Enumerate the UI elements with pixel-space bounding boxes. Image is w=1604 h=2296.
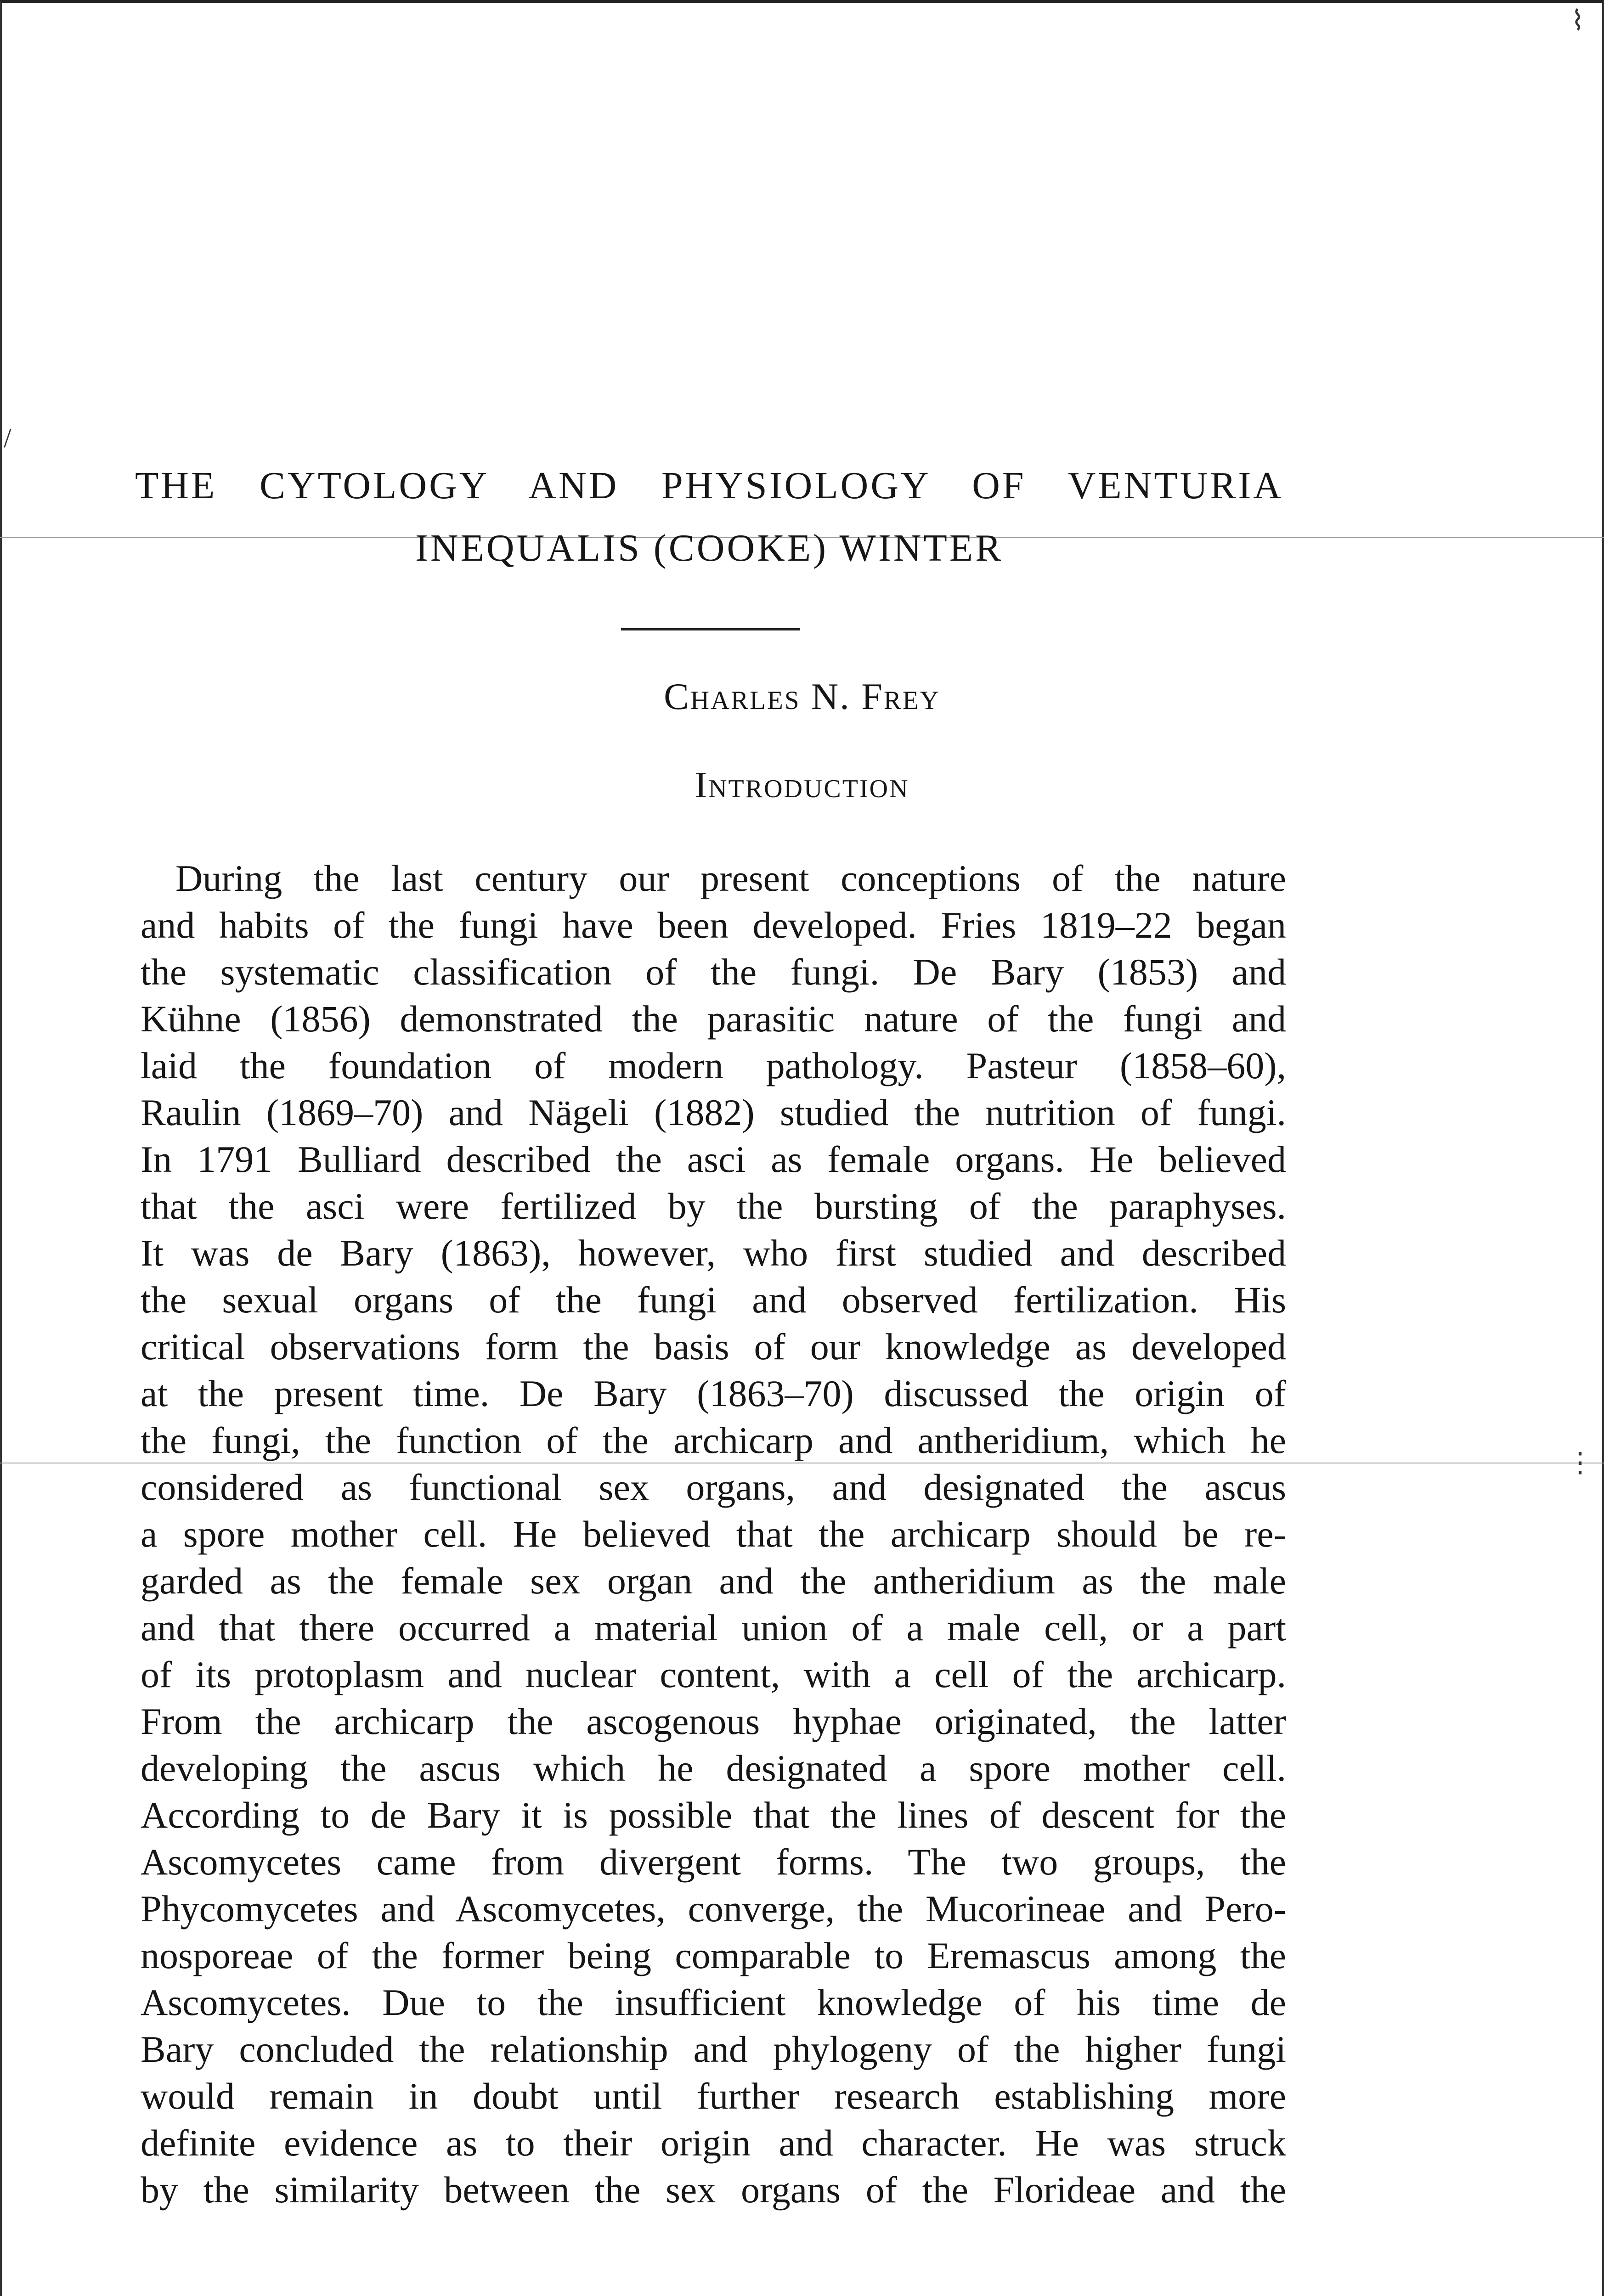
body-line: According to de Bary it is possible that the lines of descent for the xyxy=(141,1794,1286,1836)
body-line: Raulin (1869–70) and Nägeli (1882) studied the nutrition of fungi. xyxy=(141,1092,1286,1133)
body-line: would remain in doubt until further research establishing more xyxy=(141,2075,1286,2117)
body-line: From the archicarp the ascogenous hyphae originated, the latter xyxy=(141,1700,1286,1742)
scan-mark: / xyxy=(4,423,11,453)
body-line: definite evidence as to their origin and character. He was struck xyxy=(141,2122,1286,2164)
author-name: Charles N. Frey xyxy=(664,675,940,717)
body-line: During the last century our present conceptions of the nature xyxy=(175,857,1286,899)
body-line: garded as the female sex organ and the antheridium as the male xyxy=(141,1560,1286,1602)
body-line: the systematic classification of the fungi. De Bary (1853) and xyxy=(141,951,1286,993)
body-line: In 1791 Bulliard described the asci as female organs. He believed xyxy=(141,1138,1286,1180)
body-line: and habits of the fungi have been developed. Fries 1819–22 began xyxy=(141,904,1286,946)
body-line: Ascomycetes came from divergent forms. The two groups, the xyxy=(141,1841,1286,1883)
body-line: and that there occurred a material union of a male cell, or a part xyxy=(141,1607,1286,1649)
title-separator-rule xyxy=(621,628,800,630)
body-line: Kühne (1856) demonstrated the parasitic nature of the fungi and xyxy=(141,998,1286,1040)
body-line: a spore mother cell. He believed that the archicarp should be re- xyxy=(141,1513,1286,1555)
scan-mark: ⋮ xyxy=(1566,1447,1594,1478)
body-line: Ascomycetes. Due to the insufficient knowledge of his time de xyxy=(141,1981,1286,2023)
article-title xyxy=(135,455,1283,580)
body-line: of its protoplasm and nuclear content, with a cell of the archicarp. xyxy=(141,1654,1286,1695)
article-title-line-2: INEQUALIS (COOKE) WINTER xyxy=(415,527,1004,569)
body-line: at the present time. De Bary (1863–70) discussed the origin of xyxy=(141,1373,1286,1414)
body-line: laid the foundation of modern pathology. Pasteur (1858–60), xyxy=(141,1045,1286,1086)
article-title-line-1: THE CYTOLOGY AND PHYSIOLOGY OF VENTURIA xyxy=(135,464,1283,507)
body-line: by the similarity between the sex organs of the Florideae and the xyxy=(141,2169,1286,2211)
body-line: Bary concluded the relationship and phylogeny of the higher fungi xyxy=(141,2028,1286,2070)
body-paragraph xyxy=(141,855,1286,2213)
body-line: nosporeae of the former being comparable to Eremascus among the xyxy=(141,1935,1286,1976)
body-line: developing the ascus which he designated a spore mother cell. xyxy=(141,1747,1286,1789)
scan-mark: ⌇ xyxy=(1571,6,1585,36)
section-heading: Introduction xyxy=(695,765,909,805)
body-line: Phycomycetes and Ascomycetes, converge, the Mucorineae and Pero- xyxy=(141,1888,1286,1930)
body-line: the fungi, the function of the archicarp and antheridium, which he xyxy=(141,1419,1286,1461)
body-line: It was de Bary (1863), however, who first studied and described xyxy=(141,1232,1286,1274)
body-line: that the asci were fertilized by the bursting of the paraphyses. xyxy=(141,1185,1286,1227)
body-line: considered as functional sex organs, and designated the ascus xyxy=(141,1466,1286,1508)
body-line: the sexual organs of the fungi and observed fertilization. His xyxy=(141,1279,1286,1321)
body-line: critical observations form the basis of our knowledge as developed xyxy=(141,1326,1286,1367)
